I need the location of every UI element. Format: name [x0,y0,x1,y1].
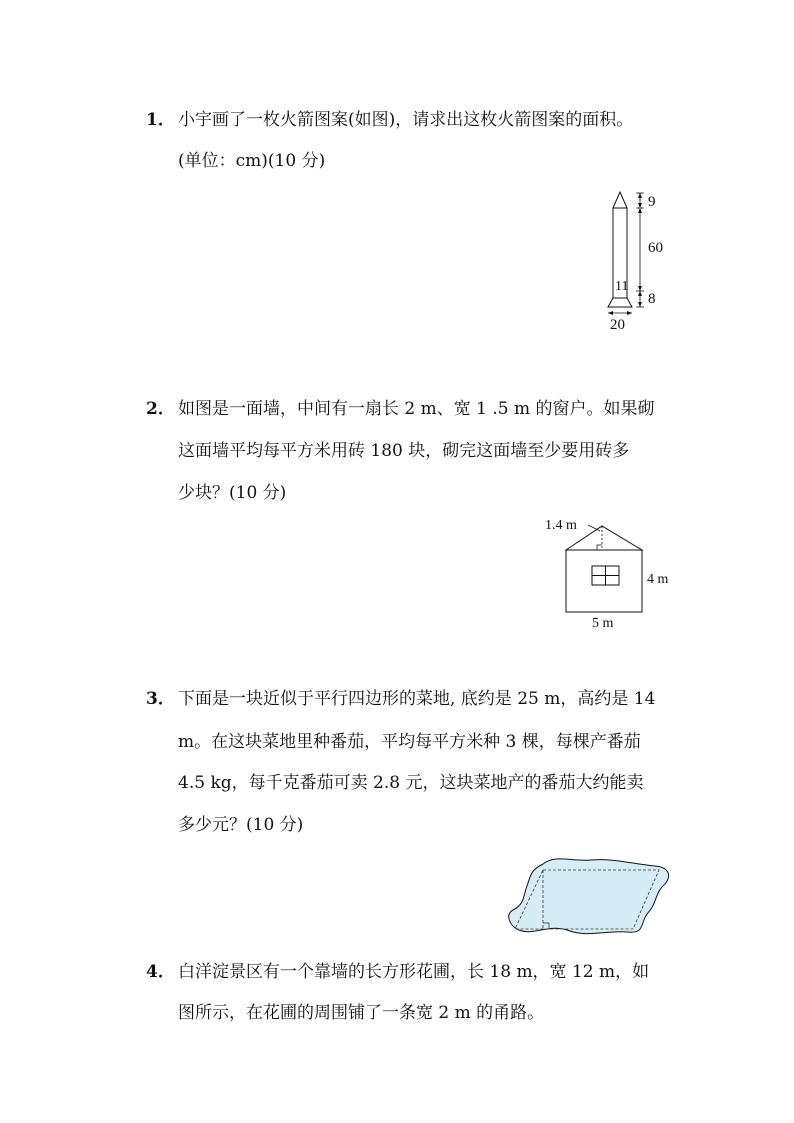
rocket-label-11: 11 [615,279,629,294]
question-1-number: 1． [146,110,175,130]
question-3-number: 3． [146,689,175,709]
question-1-line-2: (单位：cm)(10 分) [178,151,326,171]
question-4-line-2: 图所示，在花圃的周围铺了一条宽 2 m 的甬路。 [178,1003,545,1023]
question-2-line-3: 少块？(10 分) [178,483,287,503]
wall-label-height: 4 m [647,572,669,587]
question-3-line-2: m。在这块菜地里种番茄，平均每平方米种 3 棵，每棵产番茄 [178,732,641,752]
wall-label-width: 5 m [592,616,614,631]
rocket-label-60: 60 [648,240,663,256]
vegetable-field-figure [495,852,680,940]
question-2-number: 2． [146,399,175,419]
question-4-line-1: 白洋淀景区有一个靠墙的长方形花圃，长 18 m，宽 12 m，如 [178,962,650,982]
question-3-line-4: 多少元？(10 分) [178,815,304,835]
rocket-figure [598,188,678,333]
rocket-label-9: 9 [648,194,656,210]
question-2-line-2: 这面墙平均每平方米用砖 180 块，砌完这面墙至少要用砖多 [178,441,630,461]
wall-label-roof-height: 1.4 m [545,518,577,533]
question-1-line-1: 小宇画了一枚火箭图案(如图)，请求出这枚火箭图案的面积。 [178,110,634,130]
rocket-label-8: 8 [648,291,656,307]
question-3-line-1: 下面是一块近似于平行四边形的菜地, 底约是 25 m，高约是 14 [178,689,656,709]
question-2-line-1: 如图是一面墙，中间有一扇长 2 m、宽 1 .5 m 的窗户。如果砌 [178,399,655,419]
rocket-label-20: 20 [610,317,625,333]
wall-figure [540,515,680,635]
question-4-number: 4． [146,962,175,982]
question-3-line-3: 4.5 kg，每千克番茄可卖 2.8 元，这块菜地产的番茄大约能卖 [178,773,644,793]
